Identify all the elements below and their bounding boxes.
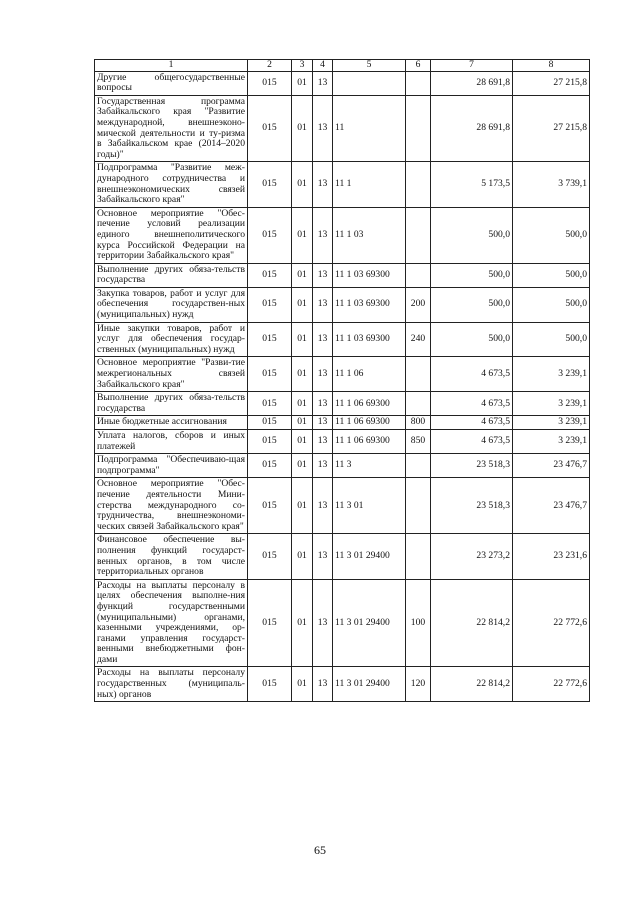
amount-col8-cell: 27 215,8 xyxy=(513,71,590,95)
row-name-cell: Выполнение других обяза-тельств государства xyxy=(95,392,248,416)
expense-type-cell xyxy=(406,478,431,534)
ministry-code-cell: 015 xyxy=(248,454,292,478)
table-row xyxy=(95,430,590,454)
expense-type-cell xyxy=(406,454,431,478)
amount-col7-cell: 4 673,5 xyxy=(431,392,513,416)
table-header-row xyxy=(95,60,590,72)
section-code-cell: 01 xyxy=(292,667,313,702)
amount-col7-cell: 28 691,8 xyxy=(431,71,513,95)
ministry-code-cell: 015 xyxy=(248,71,292,95)
ministry-code-cell: 015 xyxy=(248,322,292,357)
row-name-cell: Подпрограмма "Обеспечиваю-щая подпрограмма" xyxy=(95,454,248,478)
amount-col7-cell: 4 673,5 xyxy=(431,357,513,392)
table-row xyxy=(95,95,590,162)
amount-col8-cell: 3 239,1 xyxy=(513,430,590,454)
section-code-cell: 01 xyxy=(292,392,313,416)
expense-type-cell: 240 xyxy=(406,322,431,357)
ministry-code-cell: 015 xyxy=(248,430,292,454)
amount-col8-cell: 22 772,6 xyxy=(513,579,590,667)
subsection-code-cell: 13 xyxy=(313,478,333,534)
amount-col7-cell: 4 673,5 xyxy=(431,416,513,430)
column-header-8: 8 xyxy=(513,60,590,72)
ministry-code-cell: 015 xyxy=(248,579,292,667)
expense-type-cell xyxy=(406,207,431,263)
section-code-cell: 01 xyxy=(292,207,313,263)
amount-col7-cell: 5 173,5 xyxy=(431,162,513,207)
ministry-code-cell: 015 xyxy=(248,478,292,534)
ministry-code-cell: 015 xyxy=(248,207,292,263)
section-code-cell: 01 xyxy=(292,95,313,162)
page-number: 65 xyxy=(314,843,326,857)
row-name-cell: Выполнение других обяза-тельств государства xyxy=(95,263,248,287)
amount-col8-cell: 500,0 xyxy=(513,207,590,263)
expense-type-cell: 200 xyxy=(406,287,431,322)
section-code-cell: 01 xyxy=(292,430,313,454)
column-header-2: 2 xyxy=(248,60,292,72)
amount-col8-cell: 23 476,7 xyxy=(513,478,590,534)
row-name-cell: Расходы на выплаты персоналу в целях обеспечения выполне-ния функций государственными (муниципальными) органами, казенными учреждениями, ор-ганами управления государст-венными внебюджетными фон-дами xyxy=(95,579,248,667)
table-body xyxy=(95,71,590,702)
section-code-cell: 01 xyxy=(292,287,313,322)
row-name-cell: Финансовое обеспечение вы-полнения функций государст-венных органов, в том числе территориальных органов xyxy=(95,534,248,579)
ministry-code-cell: 015 xyxy=(248,534,292,579)
section-code-cell: 01 xyxy=(292,162,313,207)
expense-type-cell xyxy=(406,71,431,95)
amount-col8-cell: 500,0 xyxy=(513,263,590,287)
amount-col7-cell: 22 814,2 xyxy=(431,579,513,667)
amount-col7-cell: 500,0 xyxy=(431,207,513,263)
table-row xyxy=(95,162,590,207)
ministry-code-cell: 015 xyxy=(248,95,292,162)
row-name-cell: Основное мероприятие "Обес-печение условий реализации единого внешнеполитического курса Российской Федерации на территории Забайкальского края" xyxy=(95,207,248,263)
target-article-cell: 11 1 03 69300 xyxy=(333,322,406,357)
target-article-cell: 11 3 01 29400 xyxy=(333,534,406,579)
row-name-cell: Основное мероприятие "Обес-печение деятельности Мини-стерства международного со-трудничества, внешнеэкономи-ческих связей Забайкальского края" xyxy=(95,478,248,534)
section-code-cell: 01 xyxy=(292,416,313,430)
subsection-code-cell: 13 xyxy=(313,263,333,287)
table-row xyxy=(95,357,590,392)
subsection-code-cell: 13 xyxy=(313,162,333,207)
section-code-cell: 01 xyxy=(292,322,313,357)
subsection-code-cell: 13 xyxy=(313,454,333,478)
table-row xyxy=(95,534,590,579)
amount-col8-cell: 500,0 xyxy=(513,287,590,322)
ministry-code-cell: 015 xyxy=(248,357,292,392)
subsection-code-cell: 13 xyxy=(313,430,333,454)
target-article-cell: 11 3 xyxy=(333,454,406,478)
subsection-code-cell: 13 xyxy=(313,357,333,392)
subsection-code-cell: 13 xyxy=(313,392,333,416)
section-code-cell: 01 xyxy=(292,534,313,579)
row-name-cell: Уплата налогов, сборов и иных платежей xyxy=(95,430,248,454)
subsection-code-cell: 13 xyxy=(313,579,333,667)
amount-col7-cell: 500,0 xyxy=(431,287,513,322)
amount-col7-cell: 23 518,3 xyxy=(431,478,513,534)
row-name-cell: Иные закупки товаров, работ и услуг для обеспечения государ-ственных (муниципальных) нужд xyxy=(95,322,248,357)
target-article-cell: 11 1 06 xyxy=(333,357,406,392)
table-row xyxy=(95,478,590,534)
subsection-code-cell: 13 xyxy=(313,287,333,322)
target-article-cell: 11 3 01 29400 xyxy=(333,667,406,702)
amount-col8-cell: 23 231,6 xyxy=(513,534,590,579)
row-name-cell: Другие общегосударственные вопросы xyxy=(95,71,248,95)
column-header-6: 6 xyxy=(406,60,431,72)
target-article-cell: 11 3 01 xyxy=(333,478,406,534)
expense-type-cell xyxy=(406,534,431,579)
table-row xyxy=(95,454,590,478)
ministry-code-cell: 015 xyxy=(248,287,292,322)
table-row xyxy=(95,416,590,430)
table-row xyxy=(95,263,590,287)
amount-col7-cell: 23 273,2 xyxy=(431,534,513,579)
subsection-code-cell: 13 xyxy=(313,667,333,702)
expense-type-cell xyxy=(406,162,431,207)
section-code-cell: 01 xyxy=(292,71,313,95)
column-header-7: 7 xyxy=(431,60,513,72)
table-row xyxy=(95,207,590,263)
section-code-cell: 01 xyxy=(292,357,313,392)
amount-col7-cell: 4 673,5 xyxy=(431,430,513,454)
target-article-cell: 11 1 06 69300 xyxy=(333,392,406,416)
expense-type-cell xyxy=(406,95,431,162)
budget-table xyxy=(94,59,590,702)
column-header-3: 3 xyxy=(292,60,313,72)
target-article-cell: 11 1 03 69300 xyxy=(333,287,406,322)
amount-col7-cell: 23 518,3 xyxy=(431,454,513,478)
column-header-1: 1 xyxy=(95,60,248,72)
column-header-5: 5 xyxy=(333,60,406,72)
table-row xyxy=(95,392,590,416)
expense-type-cell xyxy=(406,263,431,287)
target-article-cell: 11 1 06 69300 xyxy=(333,430,406,454)
amount-col8-cell: 22 772,6 xyxy=(513,667,590,702)
expense-type-cell xyxy=(406,392,431,416)
target-article-cell: 11 3 01 29400 xyxy=(333,579,406,667)
amount-col7-cell: 500,0 xyxy=(431,263,513,287)
target-article-cell: 11 1 03 69300 xyxy=(333,263,406,287)
ministry-code-cell: 015 xyxy=(248,162,292,207)
target-article-cell: 11 xyxy=(333,95,406,162)
row-name-cell: Основное мероприятие "Разви-тие межрегиональных связей Забайкальского края" xyxy=(95,357,248,392)
section-code-cell: 01 xyxy=(292,263,313,287)
amount-col8-cell: 500,0 xyxy=(513,322,590,357)
ministry-code-cell: 015 xyxy=(248,263,292,287)
column-header-4: 4 xyxy=(313,60,333,72)
amount-col8-cell: 27 215,8 xyxy=(513,95,590,162)
ministry-code-cell: 015 xyxy=(248,416,292,430)
expense-type-cell: 100 xyxy=(406,579,431,667)
row-name-cell: Иные бюджетные ассигнования xyxy=(95,416,248,430)
row-name-cell: Закупка товаров, работ и услуг для обеспечения государствен-ных (муниципальных) нужд xyxy=(95,287,248,322)
row-name-cell: Расходы на выплаты персоналу государственных (муниципаль-ных) органов xyxy=(95,667,248,702)
amount-col8-cell: 3 239,1 xyxy=(513,416,590,430)
subsection-code-cell: 13 xyxy=(313,322,333,357)
amount-col7-cell: 22 814,2 xyxy=(431,667,513,702)
target-article-cell xyxy=(333,71,406,95)
section-code-cell: 01 xyxy=(292,478,313,534)
amount-col8-cell: 3 739,1 xyxy=(513,162,590,207)
amount-col7-cell: 28 691,8 xyxy=(431,95,513,162)
amount-col8-cell: 3 239,1 xyxy=(513,392,590,416)
subsection-code-cell: 13 xyxy=(313,416,333,430)
amount-col8-cell: 23 476,7 xyxy=(513,454,590,478)
expense-type-cell: 800 xyxy=(406,416,431,430)
expense-type-cell xyxy=(406,357,431,392)
row-name-cell: Подпрограмма "Развитие меж-дународного сотрудничества и внешнеэкономических связей Забайкальского края" xyxy=(95,162,248,207)
section-code-cell: 01 xyxy=(292,454,313,478)
table-row xyxy=(95,71,590,95)
section-code-cell: 01 xyxy=(292,579,313,667)
target-article-cell: 11 1 xyxy=(333,162,406,207)
table-row xyxy=(95,287,590,322)
amount-col8-cell: 3 239,1 xyxy=(513,357,590,392)
subsection-code-cell: 13 xyxy=(313,534,333,579)
subsection-code-cell: 13 xyxy=(313,71,333,95)
table-row xyxy=(95,667,590,702)
subsection-code-cell: 13 xyxy=(313,207,333,263)
target-article-cell: 11 1 03 xyxy=(333,207,406,263)
subsection-code-cell: 13 xyxy=(313,95,333,162)
table-row xyxy=(95,579,590,667)
table-row xyxy=(95,322,590,357)
amount-col7-cell: 500,0 xyxy=(431,322,513,357)
expense-type-cell: 120 xyxy=(406,667,431,702)
ministry-code-cell: 015 xyxy=(248,667,292,702)
row-name-cell: Государственная программа Забайкальского края "Развитие международной, внешнеэконо-мической деятельности и ту-ризма в Забайкальском крае (2014–2020 годы)" xyxy=(95,95,248,162)
ministry-code-cell: 015 xyxy=(248,392,292,416)
target-article-cell: 11 1 06 69300 xyxy=(333,416,406,430)
expense-type-cell: 850 xyxy=(406,430,431,454)
